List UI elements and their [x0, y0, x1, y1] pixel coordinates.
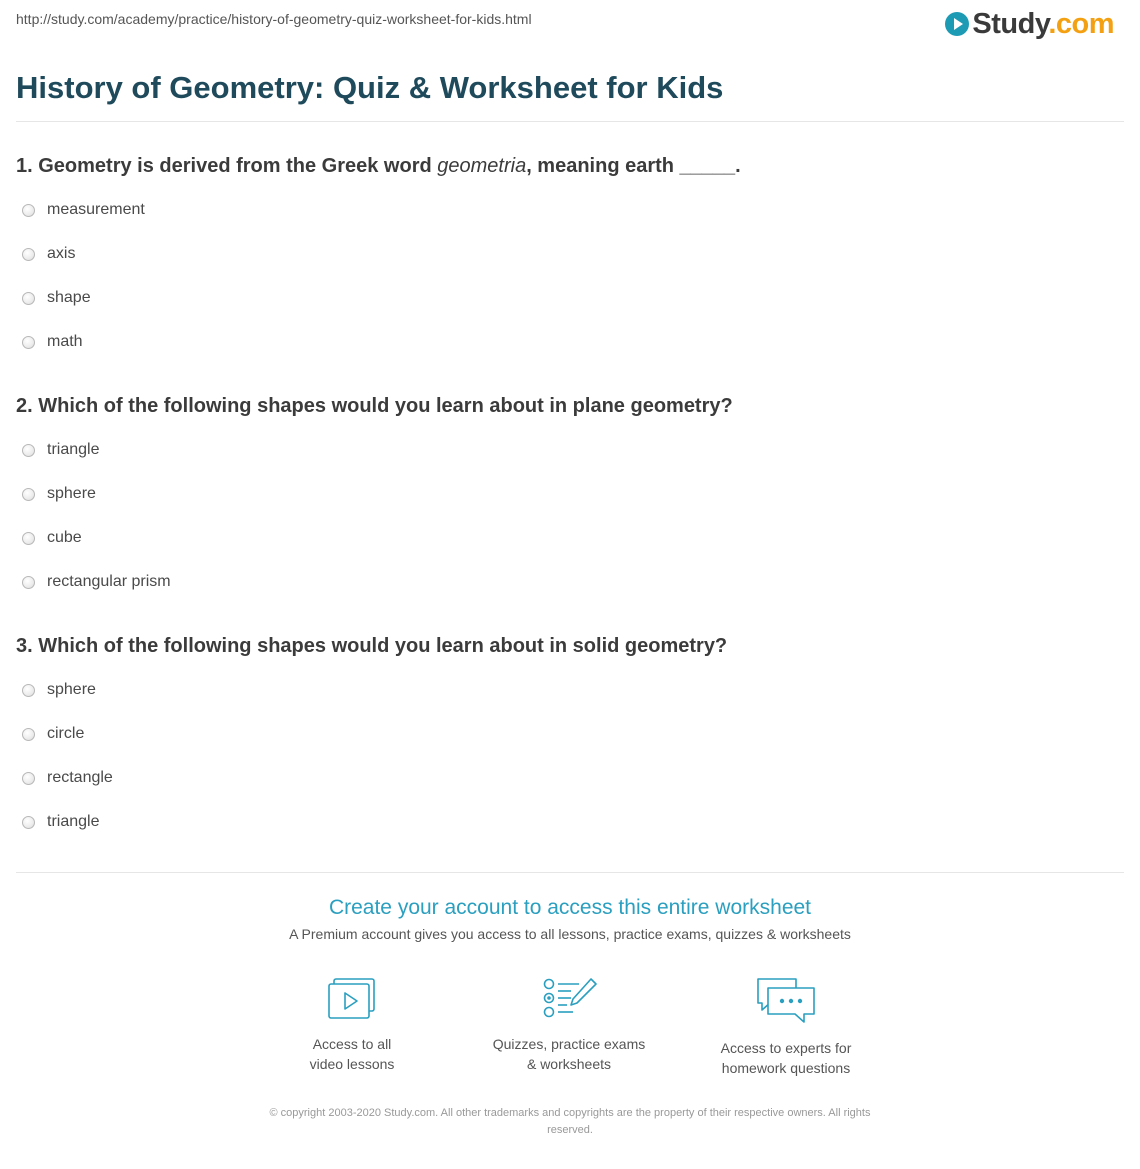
feature-video-lessons: Access to all video lessons — [252, 976, 452, 1074]
question-3: 3. Which of the following shapes would you learn about in solid geometry? — [16, 635, 728, 657]
radio-button[interactable] — [22, 772, 35, 785]
radio-button[interactable] — [22, 444, 35, 457]
divider — [16, 121, 1124, 122]
radio-button[interactable] — [22, 576, 35, 589]
radio-button[interactable] — [22, 728, 35, 741]
question-3-option-2[interactable]: circle — [22, 724, 84, 744]
radio-button[interactable] — [22, 532, 35, 545]
question-3-option-3[interactable]: rectangle — [22, 768, 113, 788]
question-3-option-1[interactable]: sphere — [22, 680, 96, 700]
cta-subheading: A Premium account gives you access to all lessons, practice exams, quizzes & worksheets — [289, 926, 851, 942]
question-2-option-1[interactable]: triangle — [22, 440, 99, 460]
radio-button[interactable] — [22, 204, 35, 217]
question-2: 2. Which of the following shapes would you learn about in plane geometry? — [16, 395, 733, 417]
feature-quizzes: Quizzes, practice exams & worksheets — [469, 976, 669, 1074]
question-2-option-2[interactable]: sphere — [22, 484, 96, 504]
question-1-option-2[interactable]: axis — [22, 244, 75, 264]
question-3-option-4[interactable]: triangle — [22, 812, 99, 832]
question-1: 1. Geometry is derived from the Greek word geometria, meaning earth _____. — [16, 155, 741, 177]
radio-button[interactable] — [22, 684, 35, 697]
question-2-option-3[interactable]: cube — [22, 528, 82, 548]
question-1-option-4[interactable]: math — [22, 332, 83, 352]
study-logo[interactable] — [945, 8, 1114, 40]
radio-button[interactable] — [22, 488, 35, 501]
create-account-link[interactable]: Create your account to access this entire worksheet — [328, 896, 812, 919]
radio-button[interactable] — [22, 248, 35, 261]
logo-text: Study.com — [972, 8, 1114, 40]
question-1-option-1[interactable]: measurement — [22, 200, 145, 220]
copyright-notice: © copyright 2003-2020 Study.com. All other trademarks and copyrights are the property of their respective owners. All rights reserved. — [269, 1107, 871, 1136]
page-url: http://study.com/academy/practice/history-of-geometry-quiz-worksheet-for-kids.html — [16, 11, 532, 27]
divider — [16, 872, 1124, 873]
top-bar — [0, 0, 1140, 50]
quiz-checklist-icon — [541, 976, 597, 1022]
chat-bubbles-icon — [754, 976, 818, 1026]
question-2-option-4[interactable]: rectangular prism — [22, 572, 171, 592]
play-logo-icon — [945, 12, 969, 36]
radio-button[interactable] — [22, 816, 35, 829]
feature-experts: Access to experts for homework questions — [686, 976, 886, 1078]
radio-button[interactable] — [22, 292, 35, 305]
radio-button[interactable] — [22, 336, 35, 349]
video-lessons-icon — [326, 976, 378, 1022]
page-title: History of Geometry: Quiz & Worksheet for Kids — [16, 70, 724, 105]
question-1-option-3[interactable]: shape — [22, 288, 91, 308]
